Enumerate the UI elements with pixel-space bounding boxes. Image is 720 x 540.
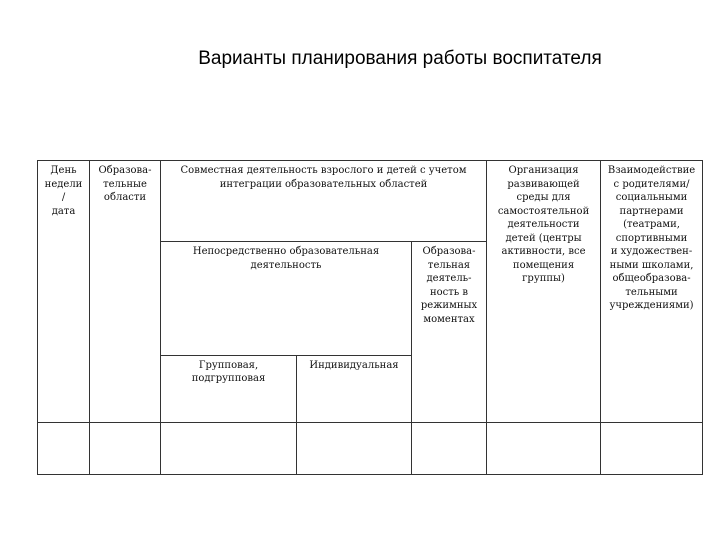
header-group: Групповая, подгрупповая — [161, 355, 297, 422]
header-environment: Организация развивающей среды для самостоятельной деятельности детей (центры активности, все помещения группы) — [487, 161, 601, 423]
header-interaction: Взаимодействие с родителями/ социальными партнерами (театрами, спортивными и художествен- ными школами, общеобразова- тельными учреждениями) — [601, 161, 703, 423]
cell-areas — [90, 422, 161, 474]
cell-environment — [487, 422, 601, 474]
cell-day — [38, 422, 90, 474]
page-title: Варианты планирования работы воспитателя — [198, 48, 602, 69]
cell-regime — [412, 422, 487, 474]
header-joint-activity: Совместная деятельность взрослого и детей с учетом интеграции образовательных областей — [161, 161, 487, 242]
cell-individual — [297, 422, 412, 474]
header-direct-activity: Непосредственно образовательная деятельность — [161, 242, 412, 356]
header-individual: Индивидуальная — [297, 355, 412, 422]
planning-table — [37, 160, 703, 475]
cell-interaction — [601, 422, 703, 474]
header-regime-activity: Образова- тельная деятель- ность в режимных моментах — [412, 242, 487, 423]
table-row — [38, 422, 703, 474]
cell-group — [161, 422, 297, 474]
header-day: День недели / дата — [38, 161, 90, 423]
header-row — [38, 161, 703, 242]
header-areas: Образова- тельные области — [90, 161, 161, 423]
